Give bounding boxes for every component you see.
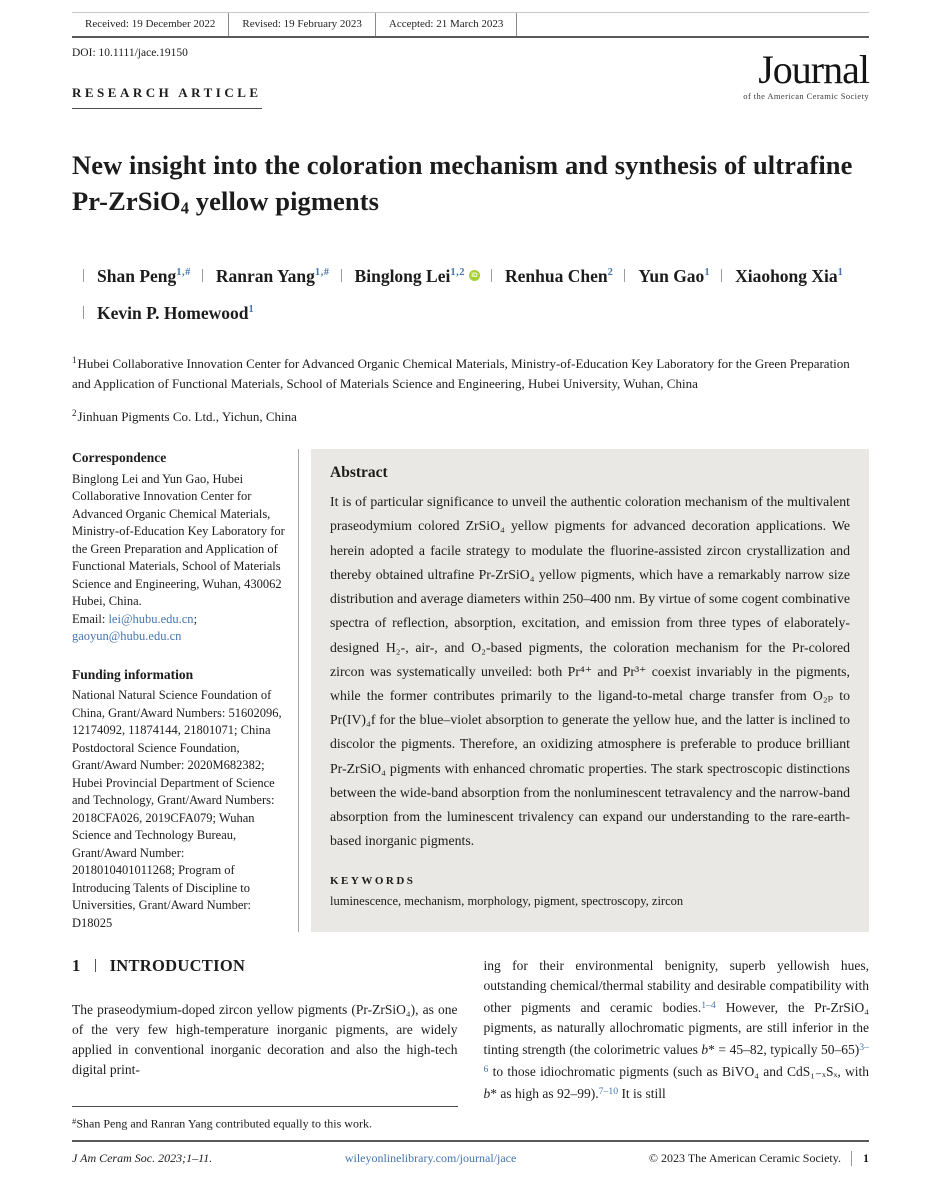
abstract-text: It is of particular significance to unveil the authentic coloration mechanism of the multivalent praseodymium colored ZrSiO₄ yellow pigments for advanced decoration applications. We herein adopted a facile strategy to modulate the fluorine-assisted zircon crystallization and thereby obtained ultrafine Pr-ZrSiO₄ yellow pigments, which have a remarkably narrow size distribution and average diameters within 250–400 nm. By virtue of some cogent combinative spectra of reflection, absorption, excitation, and emission from three types of elaborately-designed H₂-, air-, and O₂-based pigments, the coloration mechanism for the Pr-colored zircon was systematically unveiled: both Pr⁴⁺ and Pr³⁺ coexist invariably in the pigments, while the former contributes primarily to the ligand-to-metal charge transfer from O₂ₚ to Pr(IV)₄f for the blue–violet absorption to generate the yellow hue, and the latter is inclined to discolor the pigments. Therefore, an oxidizing atmosphere is preferable to produce brilliant Pr-ZrSiO₄ pigments with enhanced chromatic properties. The stark spectroscopic distinctions between the wide-band absorption from the nonluminescent tetravalency and the narrow-band absorption from the luminescent trivalency can expand our understanding to the rare-earth-based inorganic pigments. <box>330 494 850 849</box>
journal-logo-subtitle: of the American Ceramic Society <box>743 91 869 101</box>
keywords-text: luminescence, mechanism, morphology, pigment, spectroscopy, zircon <box>330 894 684 909</box>
heading-divider <box>95 959 96 972</box>
author <box>72 266 191 286</box>
author-superscript: 1,2 <box>450 267 465 279</box>
keywords-heading: KEYWORDS <box>330 875 416 888</box>
journal-logo <box>743 47 869 101</box>
text-segment: to those idiochromatic pigments (such as BiVO₄ and CdS₁₋ₓSₓ, with <box>488 1063 869 1079</box>
author-list <box>72 256 869 330</box>
abstract-box <box>311 449 869 932</box>
abstract-region <box>72 449 869 932</box>
right-column <box>484 956 870 1131</box>
section-title: INTRODUCTION <box>109 956 246 976</box>
date-item: Received: 19 December 2022 <box>72 13 229 36</box>
page-number: 1 <box>851 1151 869 1166</box>
author <box>613 266 710 286</box>
two-column-text <box>72 956 869 1131</box>
author <box>330 266 480 286</box>
journal-logo-title: Journal <box>758 47 869 92</box>
author <box>72 303 254 323</box>
text-segment: # <box>72 1116 77 1127</box>
affiliations <box>72 350 869 427</box>
section-heading <box>72 956 458 976</box>
funding-section <box>72 666 286 933</box>
correspondence-heading: Correspondence <box>72 450 167 466</box>
text-segment: 4 <box>180 198 190 218</box>
author-name: Renhua Chen <box>504 266 608 287</box>
date-item: Accepted: 21 March 2023 <box>376 13 518 36</box>
orcid-icon[interactable] <box>469 270 480 281</box>
footer-right <box>649 1151 869 1166</box>
author-superscript: 2 <box>607 267 614 279</box>
author-superscript: 1 <box>837 267 844 279</box>
footer-citation: J Am Ceram Soc. 2023;1–11. <box>72 1151 213 1165</box>
footer-copyright: © 2023 The American Ceramic Society. <box>648 1151 841 1165</box>
equal-contribution-footnote <box>72 1106 458 1131</box>
text-segment: Email: <box>72 611 109 626</box>
author-superscript: 1,# <box>176 267 191 279</box>
author-name: Kevin P. Homewood <box>97 303 249 324</box>
intro-paragraph-right <box>484 956 870 1104</box>
correspondence-emails <box>72 611 286 646</box>
author-superscript: 1,# <box>314 267 330 279</box>
text-segment: * = 45–82, typically 50–65) <box>708 1042 860 1058</box>
author <box>480 266 613 286</box>
introduction-section <box>72 956 869 1131</box>
author-name: Yun Gao <box>638 266 705 287</box>
text-segment: yellow pigments <box>189 186 380 216</box>
vertical-divider <box>298 449 299 932</box>
text-segment: b <box>701 1042 709 1058</box>
citation-ref[interactable]: 3–6 <box>483 1042 869 1076</box>
left-sidebar <box>72 449 298 932</box>
author-name: Shan Peng <box>97 266 177 287</box>
footer-url-link[interactable]: wileyonlinelibrary.com/journal/jace <box>344 1151 517 1165</box>
text-segment: However, the Pr-ZrSiO₄ pigments, as naturally allochromatic pigments, are still inferior in the tinting strength (the colorimetric values <box>483 1000 869 1058</box>
affiliation-superscript: 1 <box>72 355 77 366</box>
date-item: Revised: 19 February 2023 <box>229 13 375 36</box>
author <box>191 266 330 286</box>
link[interactable]: gaoyun@hubu.edu.cn <box>72 629 182 644</box>
section-number: 1 <box>72 956 81 976</box>
text-segment: New insight into the coloration mechanism and synthesis of ultrafine Pr-ZrSiO <box>72 150 853 216</box>
text-segment: ; <box>193 611 198 626</box>
abstract-heading: Abstract <box>330 464 388 482</box>
doi-text: DOI: 10.1111/jace.19150 <box>72 47 188 59</box>
author <box>710 266 843 286</box>
affiliation-text: Hubei Collaborative Innovation Center for Advanced Organic Chemical Materials, Ministry-of-Education Key Laboratory for the Green Preparation and Application of Functional Materials, School of Materials Science and Engineering, Hubei University, Wuhan, China <box>72 356 850 392</box>
author-name: Xiaohong Xia <box>735 266 838 287</box>
text-segment: b <box>483 1085 491 1101</box>
affiliation-item <box>72 350 869 394</box>
text-segment: * as high as 92–99). <box>490 1085 599 1101</box>
citation-ref[interactable]: 7–10 <box>598 1085 619 1097</box>
citation-ref[interactable]: 1–4 <box>701 1000 716 1012</box>
affiliation-superscript: 2 <box>72 408 77 419</box>
text-segment: ing for their environmental benignity, superb yellowish hues, outstanding chemical/thermal stability and desirable compatibility with other pigments and ceramic bodies. <box>483 958 869 1016</box>
text-segment: It is still <box>618 1085 666 1101</box>
article-type-label: RESEARCH ARTICLE <box>72 85 262 109</box>
author-name: Binglong Lei <box>354 266 451 287</box>
funding-body: National Natural Science Foundation of China, Grant/Award Numbers: 51602096, 12174092, 11874144, 21801071; China Postdoctoral Science Foundation, Grant/Award Number: 2020M682382; Hubei Provincial Department of Science and Technology, Grant/Award Numbers: 2018CFA026, 2019CFA079; Wuhan Science and Technology Bureau, Grant/Award Number: 2018010401011268; Program of Introducing Talents of Discipline to Universities, Grant/Award Number: D18025 <box>72 688 282 930</box>
intro-paragraph-left: The praseodymium-doped zircon yellow pigments (Pr-ZrSiO₄), as one of the very few high-temperature inorganic pigments, are widely applied in conventional inorganic decoration and also the high-tech digital print- <box>72 1002 458 1078</box>
link[interactable]: lei@hubu.edu.cn <box>108 611 194 626</box>
received-revised-accepted-row <box>72 12 869 38</box>
author-name: Ranran Yang <box>215 266 315 287</box>
author-superscript: 1 <box>248 304 255 316</box>
page-footer <box>72 1140 869 1166</box>
author-superscript: 1 <box>704 267 711 279</box>
funding-heading: Funding information <box>72 666 194 682</box>
correspondence-body: Binglong Lei and Yun Gao, Hubei Collaborative Innovation Center for Advanced Organic Chemical Materials, Ministry-of-Education Key Laboratory for the Green Preparation and Application of Functional Materials, School of Materials Science and Engineering, Wuhan, 430062 Hubei, China. <box>72 471 285 609</box>
affiliation-item <box>72 403 869 427</box>
affiliation-text: Jinhuan Pigments Co. Ltd., Yichun, China <box>77 409 297 425</box>
left-column <box>72 956 458 1131</box>
text-segment: Shan Peng and Ranran Yang contributed equally to this work. <box>76 1116 372 1131</box>
correspondence-section <box>72 449 286 646</box>
paper-title <box>72 147 869 226</box>
page-content <box>0 12 941 1132</box>
